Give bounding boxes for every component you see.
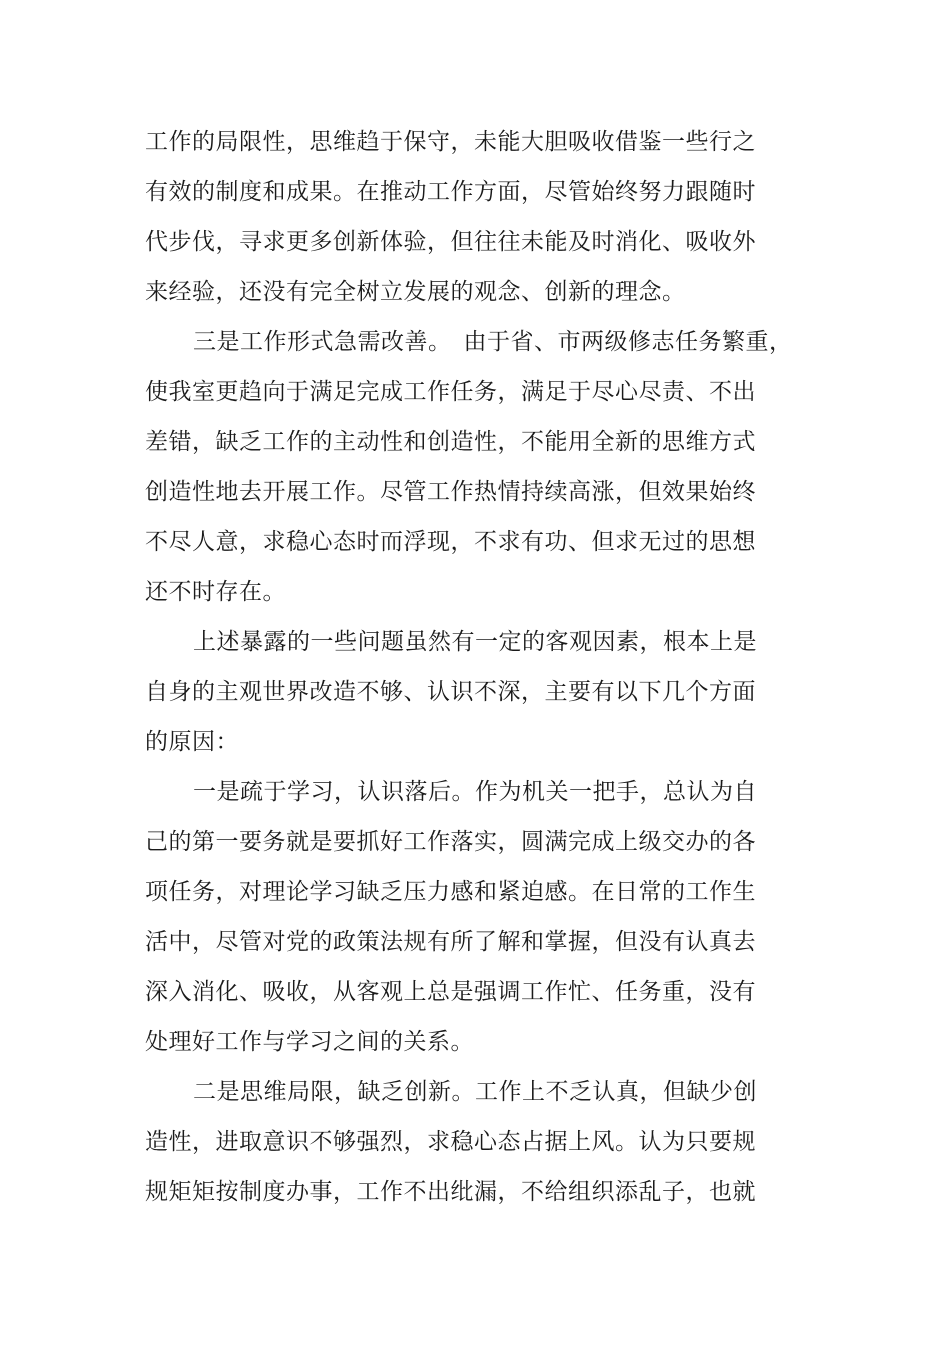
text-line: 自身的主观世界改造不够、认识不深，主要有以下几个方面 — [145, 679, 756, 705]
text-line: 处理好工作与学习之间的关系。 — [145, 1029, 474, 1055]
text-line: 工作的局限性，思维趋于保守，未能大胆吸收借鉴一些行之 — [145, 129, 756, 155]
text-line: 深入消化、吸收，从客观上总是强调工作忙、任务重，没有 — [145, 979, 756, 1005]
text-line: 使我室更趋向于满足完成工作任务，满足于尽心尽责、不出 — [145, 379, 756, 405]
text-line: 还不时存在。 — [145, 579, 286, 605]
text-line: 活中，尽管对党的政策法规有所了解和掌握，但没有认真去 — [145, 929, 756, 955]
paragraph-first-line: 一是疏于学习，认识落后。作为机关一把手，总认为自 — [193, 779, 757, 805]
paragraph-first-line: 二是思维局限，缺乏创新。工作上不乏认真，但缺少创 — [193, 1079, 757, 1105]
text-line: 代步伐，寻求更多创新体验，但往往未能及时消化、吸收外 — [145, 229, 756, 255]
text-line: 来经验，还没有完全树立发展的观念、创新的理念。 — [145, 279, 686, 305]
paragraph-first-line: 上述暴露的一些问题虽然有一定的客观因素，根本上是 — [193, 629, 757, 655]
text-line: 差错，缺乏工作的主动性和创造性，不能用全新的思维方式 — [145, 429, 756, 455]
text-line: 创造性地去开展工作。尽管工作热情持续高涨，但效果始终 — [145, 479, 756, 505]
text-line: 规矩矩按制度办事，工作不出纰漏，不给组织添乱子，也就 — [145, 1179, 756, 1205]
text-line: 项任务，对理论学习缺乏压力感和紧迫感。在日常的工作生 — [145, 879, 756, 905]
text-line: 己的第一要务就是要抓好工作落实，圆满完成上级交办的各 — [145, 829, 756, 855]
text-line: 不尽人意，求稳心态时而浮现，不求有功、但求无过的思想 — [145, 529, 756, 555]
text-line: 有效的制度和成果。在推动工作方面，尽管始终努力跟随时 — [145, 179, 756, 205]
text-line: 造性，进取意识不够强烈，求稳心态占据上风。认为只要规 — [145, 1129, 756, 1155]
text-line: 的原因： — [145, 729, 239, 755]
paragraph-first-line: 三是工作形式急需改善。 由于省、市两级修志任务繁重， — [193, 329, 793, 355]
